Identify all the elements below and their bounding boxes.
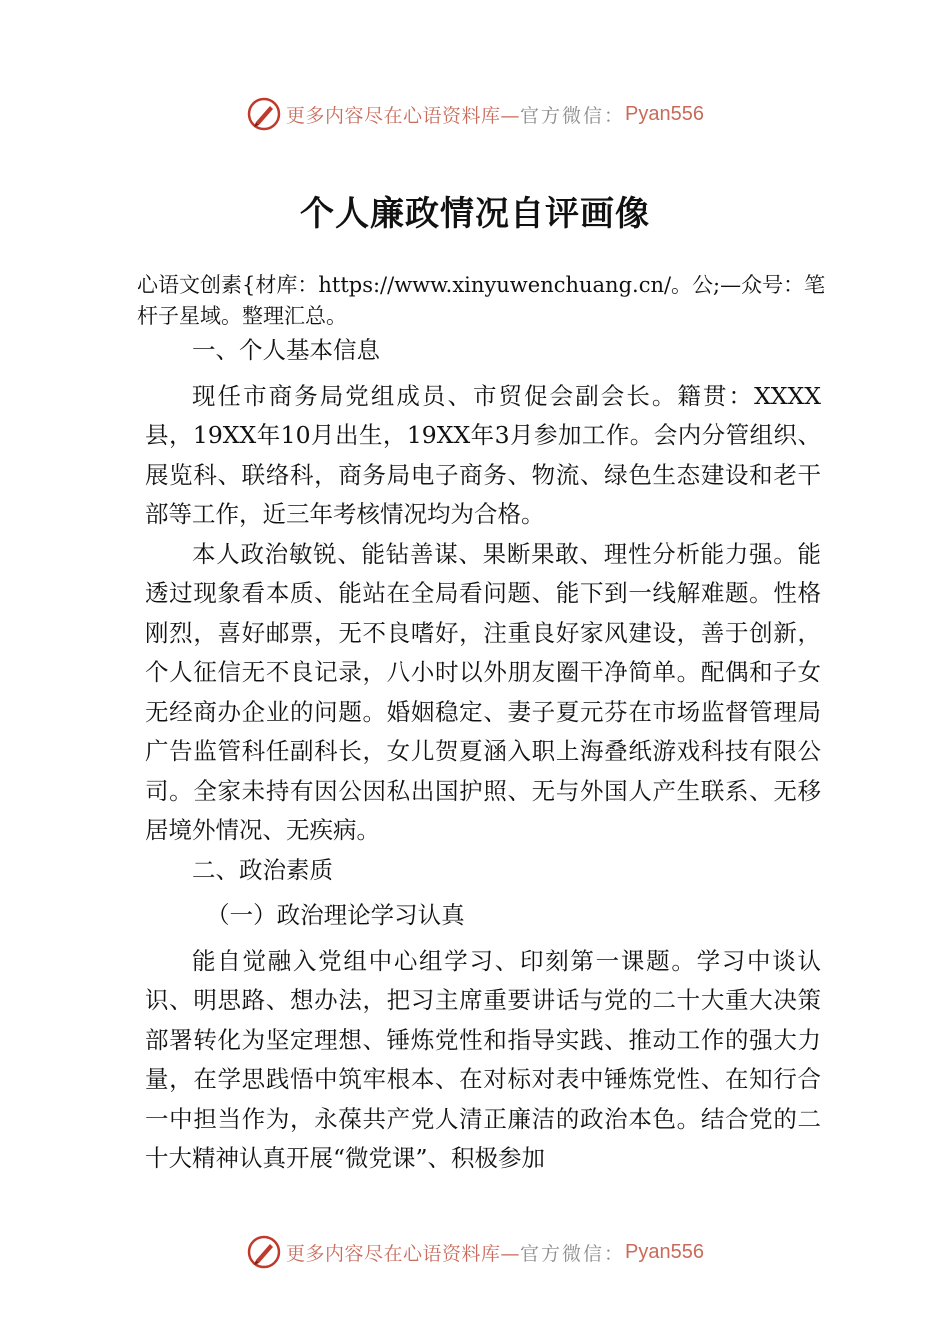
watermark-wechat-id: Pyan556 <box>625 1240 704 1263</box>
subsection-heading: （一）政治理论学习认真 <box>206 901 465 929</box>
paragraph: 现任市商务局党组成员、市贸促会副会长。籍贯：XXXX县，19XX年10月出生，19XX年3月参加工作。会内分管组织、展览科、联络科，商务局电子商务、物流、绿色生态建设和老干部等工作，近三年考核情况均为合格。 <box>145 381 821 528</box>
paragraph: 能自觉融入党组中心组学习、印刻第一课题。学习中谈认识、明思路、想办法，把习主席重要讲话与党的二十大重大决策部署转化为坚定理想、锤炼党性和指导实践、推动工作的强大力量，在学思践悟中筑牢根本、在对标对表中锤炼党性、在知行合一中担当作为，永葆共产党人清正廉洁的政治本色。结合党的二十大精神认真开展“微党课”、积极参加 <box>145 946 821 1172</box>
source-note: 心语文创素{材库：https://www.xinyuwenchuang.cn/。公;—众号：笔杆子星域。整理汇总。 <box>137 273 826 328</box>
watermark-wechat-id: Pyan556 <box>625 102 704 125</box>
section-heading: 一、个人基本信息 <box>192 336 380 364</box>
document-body <box>145 331 821 1179</box>
document-title: 个人廉政情况自评画像 <box>300 194 650 234</box>
pen-logo-icon <box>246 1234 282 1270</box>
paragraph: 本人政治敏锐、能钻善谋、果断果敢、理性分析能力强。能透过现象看本质、能站在全局看问题、能下到一线解难题。性格刚烈，喜好邮票，无不良嗜好，注重良好家风建设，善于创新，个人征信无不良记录，八小时以外朋友圈干净简单。配偶和子女无经商办企业的问题。婚姻稳定、妻子夏元芬在市场监督管理局广告监管科任副科长，女儿贺夏涵入职上海叠纸游戏科技有限公司。全家未持有因公因私出国护照、无与外国人产生联系、无移居境外情况、无疾病。 <box>145 539 821 844</box>
watermark-text: 更多内容尽在心语资料库— <box>286 104 521 127</box>
watermark-label: 官方微信： <box>520 1242 626 1265</box>
section-heading: 二、政治素质 <box>192 855 333 884</box>
watermark-label: 官方微信： <box>520 104 626 127</box>
bottom-watermark <box>0 1232 950 1272</box>
top-watermark <box>0 94 950 134</box>
pen-logo-icon <box>246 96 282 132</box>
watermark-text: 更多内容尽在心语资料库— <box>286 1242 521 1265</box>
